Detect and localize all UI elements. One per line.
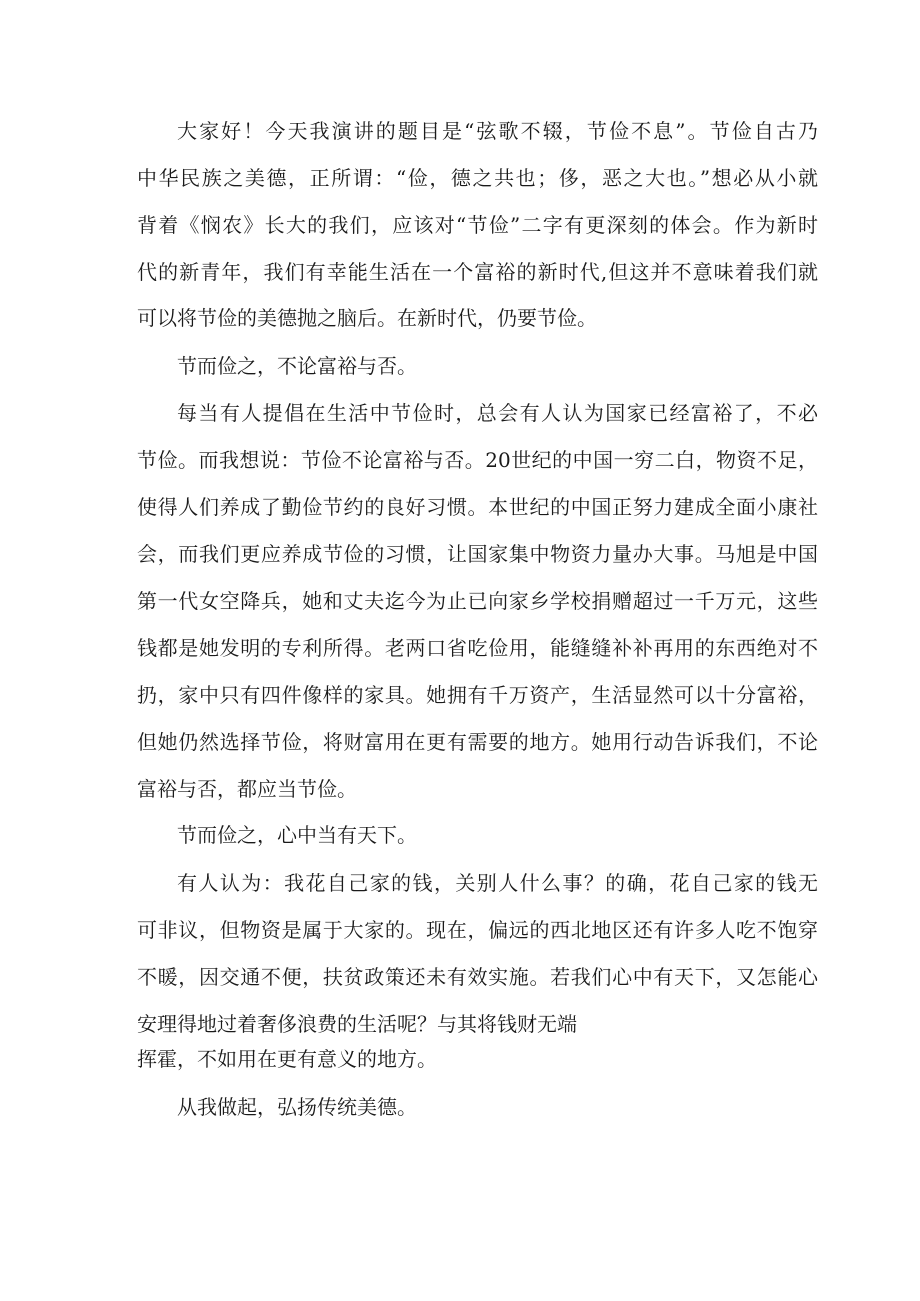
paragraph-1-line: 可以将节俭的美德抛之脑后。在新时代，仍要节俭。	[137, 306, 597, 330]
paragraph-3-line: 有人认为：我花自己家的钱，关别人什么事？的确，花自己家的钱无	[177, 871, 818, 895]
paragraph-3-line: 可非议，但物资是属于大家的。现在，偏远的西北地区还有许多人吃不饱穿	[137, 918, 818, 942]
paragraph-1-line: 背着《悯农》长大的我们，应该对“节俭”二字有更深刻的体会。作为新时	[137, 213, 818, 237]
paragraph-3-line: 安理得地过着奢侈浪费的生活呢？与其将钱财无端	[137, 1012, 577, 1036]
paragraph-1-line: 中华民族之美德，正所谓：“俭，德之共也；侈，恶之大也。”想必从小就	[137, 166, 818, 190]
section-heading-3: 从我做起，弘扬传统美德。	[177, 1095, 417, 1119]
paragraph-3-line: 不暖，因交通不便，扶贫政策还未有效实施。若我们心中有天下，又怎能心	[137, 965, 818, 989]
paragraph-2-line: 但她仍然选择节俭，将财富用在更有需要的地方。她用行动告诉我们，不论	[137, 730, 818, 754]
section-heading-2: 节而俭之，心中当有天下。	[177, 823, 417, 847]
paragraph-2-line: 扔，家中只有四件像样的家具。她拥有千万资产，生活显然可以十分富裕，	[137, 683, 818, 707]
paragraph-1-line: 代的新青年，我们有幸能生活在一个富裕的新时代,但这并不意味着我们就	[137, 260, 818, 284]
paragraph-2-line: 富裕与否，都应当节俭。	[137, 777, 357, 801]
paragraph-2-line: 每当有人提倡在生活中节俭时，总会有人认为国家已经富裕了，不必	[177, 401, 818, 425]
paragraph-2-line: 节俭。而我想说：节俭不论富裕与否。20世纪的中国一穷二白，物资不足，	[137, 448, 818, 472]
paragraph-2-line: 使得人们养成了勤俭节约的良好习惯。本世纪的中国正努力建成全面小康社	[137, 495, 818, 519]
paragraph-2-line: 钱都是她发明的专利所得。老两口省吃俭用，能缝缝补补再用的东西绝对不	[137, 636, 818, 660]
paragraph-2-line: 会，而我们更应养成节俭的习惯，让国家集中物资力量办大事。马旭是中国	[137, 542, 818, 566]
paragraph-3-line: 挥霍，不如用在更有意义的地方。	[137, 1047, 437, 1071]
paragraph-2-line: 第一代女空降兵，她和丈夫迄今为止已向家乡学校捐赠超过一千万元，这些	[137, 589, 818, 613]
section-heading-1: 节而俭之，不论富裕与否。	[177, 354, 417, 378]
paragraph-1-line: 大家好！今天我演讲的题目是“弦歌不辍，节俭不息”。节俭自古乃	[177, 119, 818, 143]
